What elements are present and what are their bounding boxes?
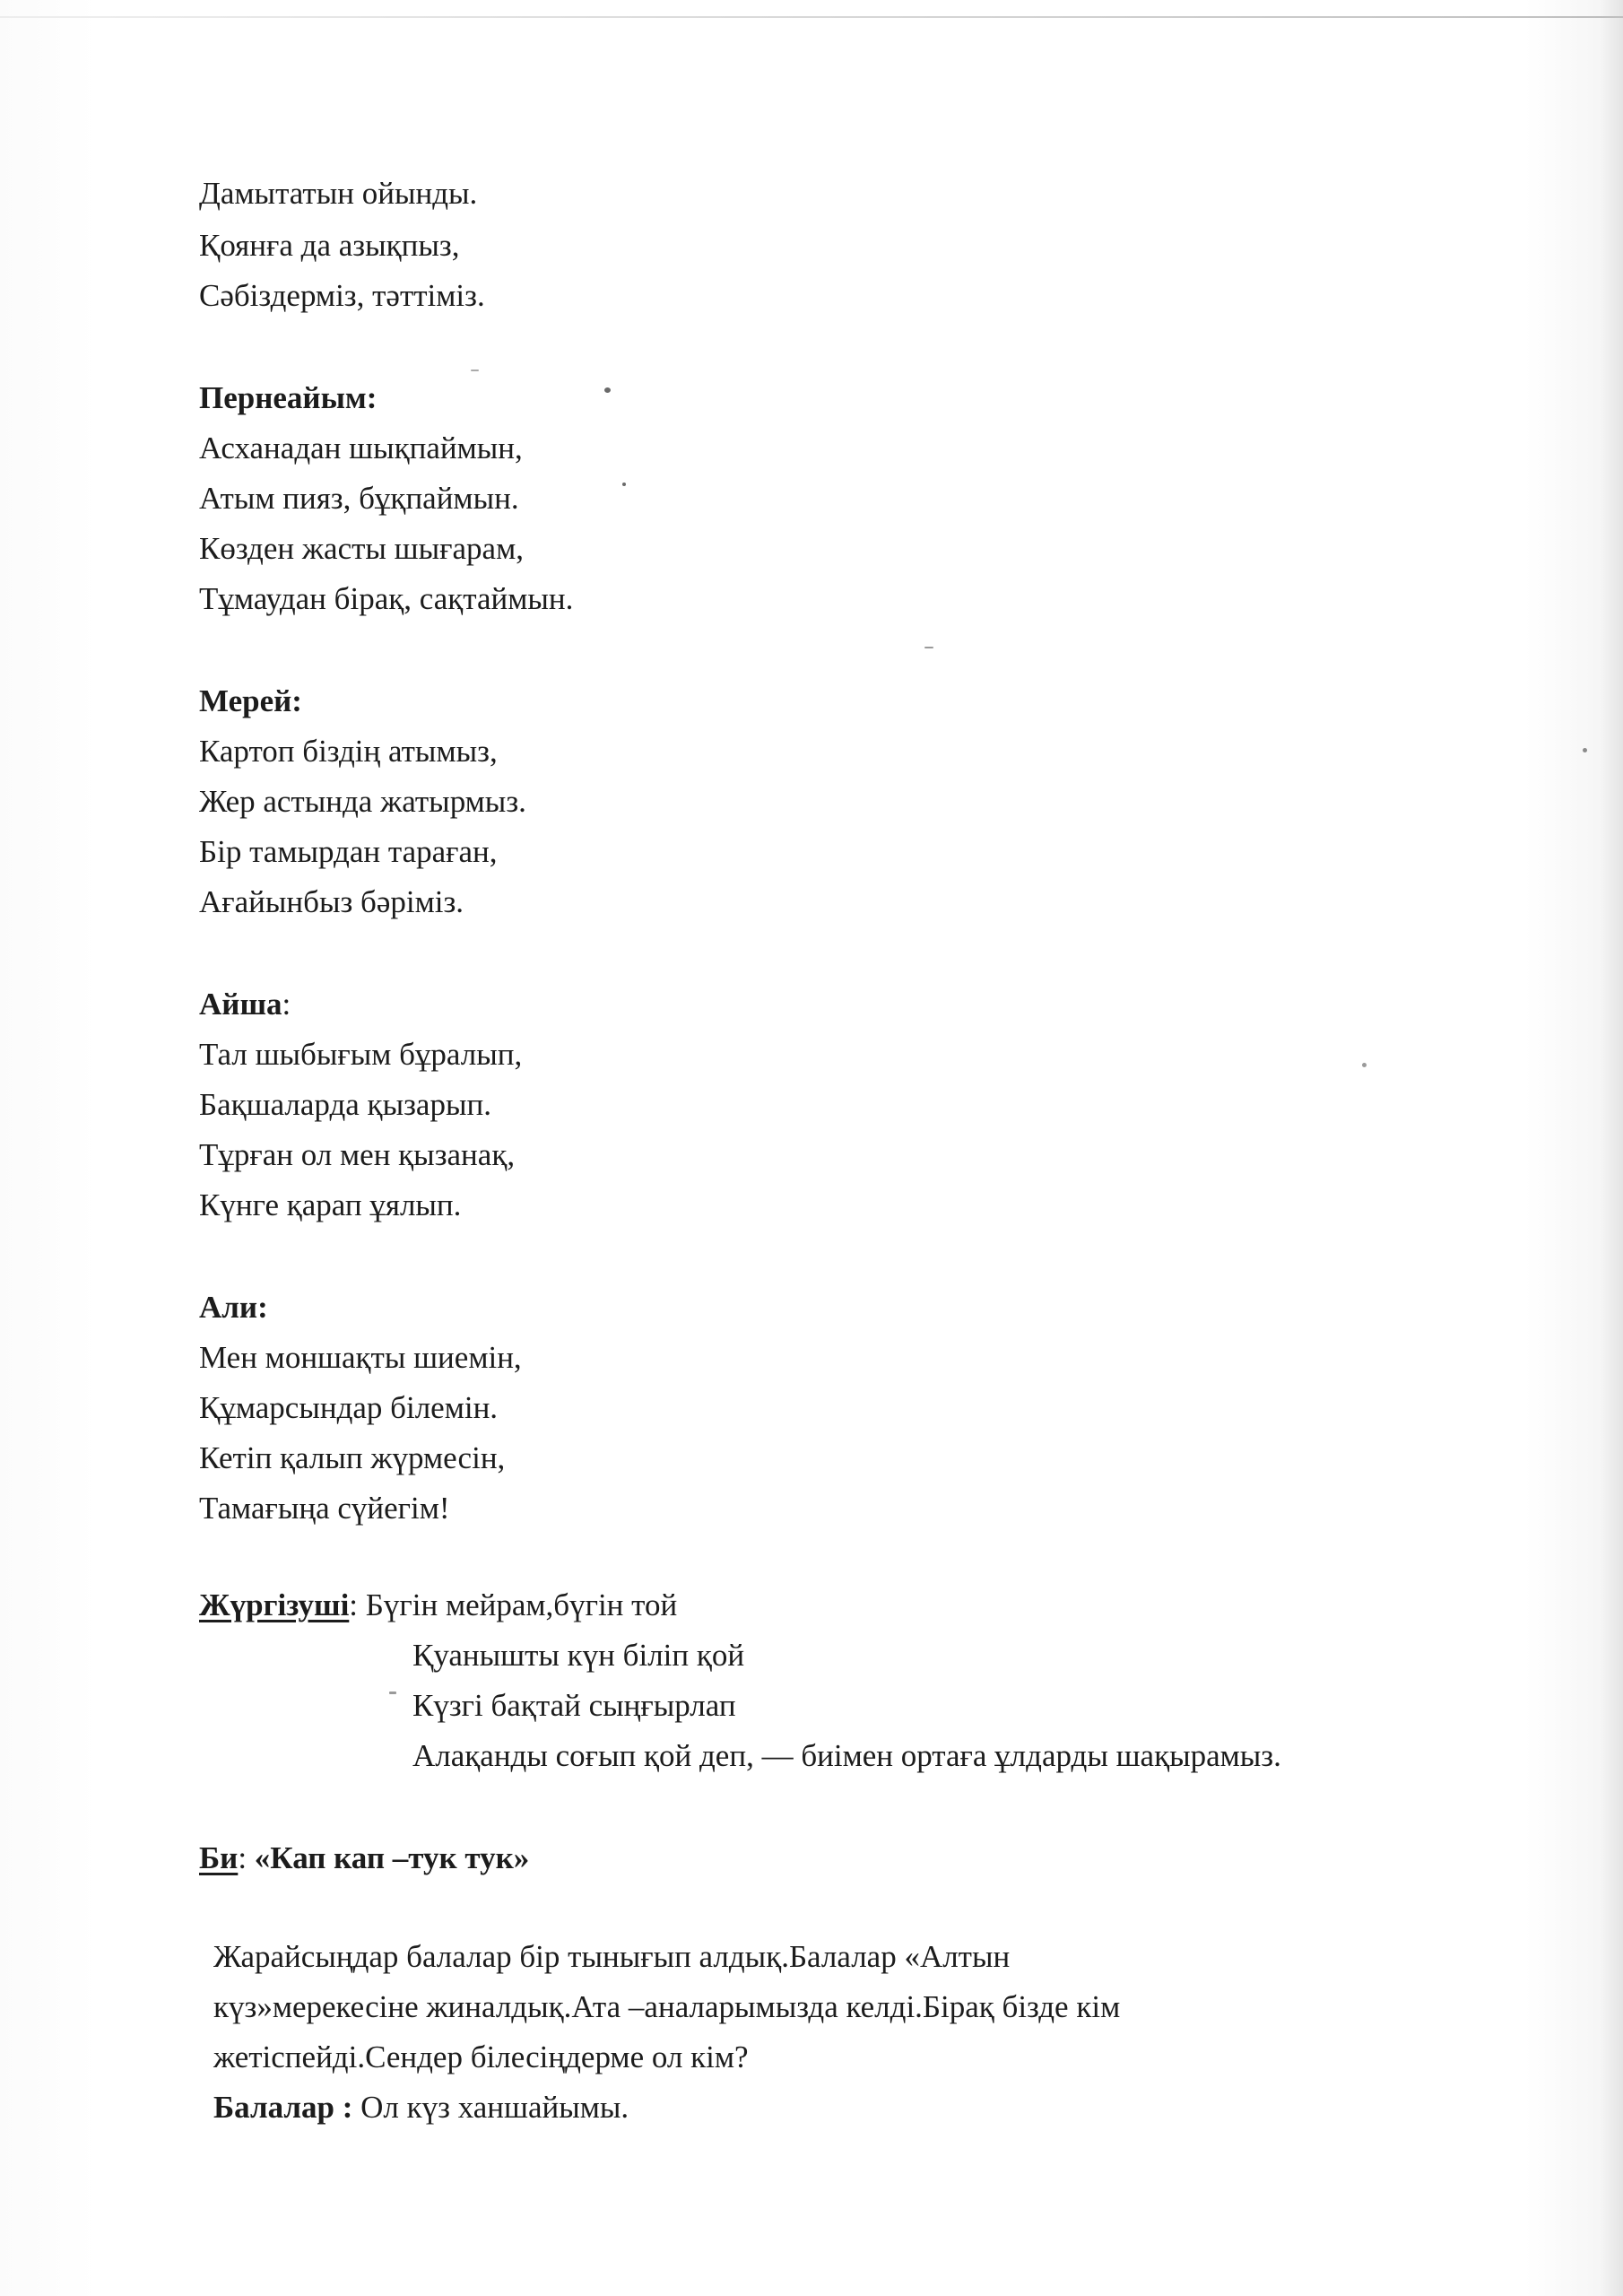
verse-line: Тал шыбығым бұралып, xyxy=(199,1037,523,1072)
scan-speck xyxy=(1583,748,1587,752)
verse-line: Тұрған ол мен қызанақ, xyxy=(199,1137,516,1172)
paragraph-line: күз»мерекесіне жиналдық.Ата –аналарымызда келді.Бірақ бізде кім xyxy=(213,1989,1121,2024)
verse-line: Ағайынбыз бәріміз. xyxy=(199,884,464,919)
scan-speck xyxy=(471,370,479,371)
dance-heading xyxy=(199,1840,529,1876)
paragraph-line: жетіспейді.Сендер білесіңдерме ол кім? xyxy=(213,2039,749,2074)
speaker-colon: : xyxy=(349,1587,359,1622)
page-right-edge-shadow xyxy=(1600,0,1623,2296)
verse-line: Алақанды соғып қой деп, — биімен ортаға ұлдарды шақырамыз. xyxy=(412,1738,1281,1773)
verse-line: Асханадан шықпаймын, xyxy=(199,430,523,465)
speaker-name: Мерей: xyxy=(199,683,302,718)
dance-colon: : xyxy=(238,1840,247,1875)
verse-line: Сәбіздерміз, тәттіміз. xyxy=(199,278,485,313)
verse-line: Кетіп қалып жүрмесін, xyxy=(199,1440,506,1475)
speaker-name: Айша xyxy=(199,987,282,1022)
reply-line xyxy=(213,2090,629,2126)
verse-line: Көзден жасты шығарам, xyxy=(199,531,524,566)
verse-line: Қоянға да азықпыз, xyxy=(199,228,460,263)
speaker-name: Пернеайым: xyxy=(199,380,378,415)
verse-line: Атым пияз, бұқпаймын. xyxy=(199,481,519,516)
scan-speck xyxy=(1362,1063,1367,1067)
speaker-heading xyxy=(199,987,291,1022)
scan-speck xyxy=(389,1692,396,1694)
dance-title: «Кап кап –тук тук» xyxy=(254,1840,530,1875)
verse-line: Тұмаудан бірақ, сақтаймын. xyxy=(199,581,574,616)
paragraph-line: Жарайсыңдар балалар бір тынығып алдық.Балалар «Алтын xyxy=(213,1939,1011,1974)
reply-text: Ол күз ханшайымы. xyxy=(360,2090,629,2125)
verse-line: Бақшаларда қызарып. xyxy=(199,1087,491,1122)
verse-line: Тамағыңа сүйегім! xyxy=(199,1491,450,1526)
verse-line: Қуанышты күн біліп қой xyxy=(412,1638,745,1673)
verse-line: Күзгі бақтай сыңғырлап xyxy=(412,1688,736,1723)
verse-line: Бір тамырдан тараған, xyxy=(199,834,498,869)
verse-line: Күнге қарап ұялып. xyxy=(199,1187,462,1222)
verse-line: Мен моншақты шиемін, xyxy=(199,1340,522,1375)
speaker-name: Балалар : xyxy=(213,2090,353,2125)
verse-line: Картоп біздің атымыз, xyxy=(199,734,498,769)
verse-line: Құмарсындар білемін. xyxy=(199,1390,499,1425)
scan-speck xyxy=(622,483,626,486)
scan-speck xyxy=(604,387,611,393)
verse-line: Бүгін мейрам,бүгін той xyxy=(365,1587,678,1622)
speaker-colon: : xyxy=(282,987,291,1022)
verse-line: Дамытатын ойынды. xyxy=(199,176,478,211)
speaker-name: Жүргізуші xyxy=(199,1587,350,1622)
presenter-heading xyxy=(199,1587,677,1623)
verse-line: Жер астында жатырмыз. xyxy=(199,784,526,819)
page-top-edge xyxy=(0,16,1623,18)
speaker-name: Али: xyxy=(199,1290,268,1325)
dance-label: Би xyxy=(199,1840,239,1875)
scan-speck xyxy=(924,647,933,648)
